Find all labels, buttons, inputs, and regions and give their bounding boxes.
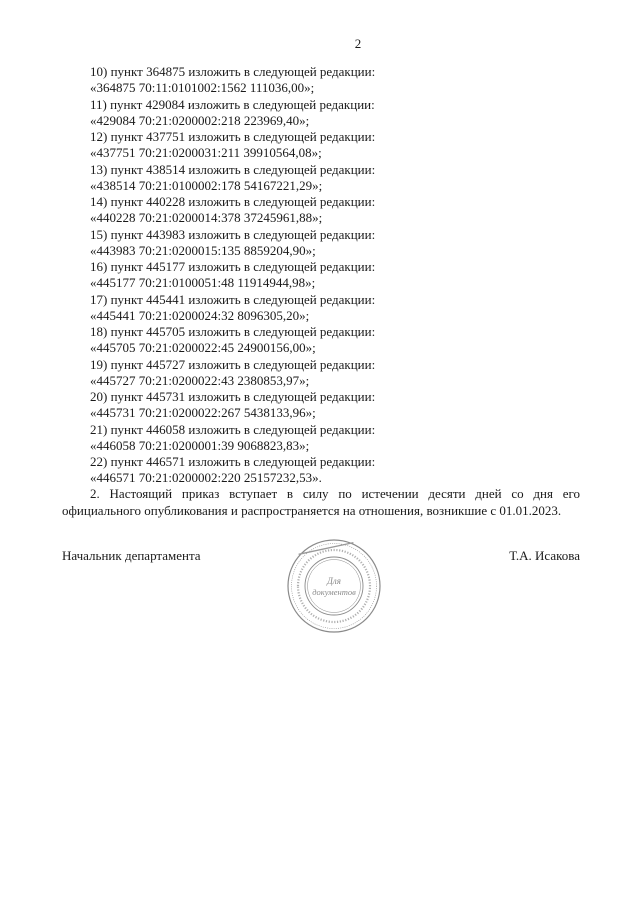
amendment-list bbox=[90, 64, 590, 487]
amendment-item-line: 20) пункт 445731 изложить в следующей редакции: bbox=[90, 389, 376, 404]
page-number: 2 bbox=[354, 36, 362, 51]
stamp-text-line-2: документов bbox=[312, 587, 356, 597]
amendment-item-value: «438514 70:21:0100002:178 54167221,29»; bbox=[90, 177, 323, 193]
stamp-text-line-1: Для bbox=[327, 576, 341, 586]
amendment-item-value: «437751 70:21:0200031:211 39910564,08»; bbox=[90, 145, 322, 160]
amendment-item-value: «445727 70:21:0200022:43 2380853,97»; bbox=[90, 372, 310, 388]
amendment-item-line: 15) пункт 443983 изложить в следующей редакции: bbox=[90, 226, 376, 242]
amendment-item-line: 19) пункт 445727 изложить в следующей редакции: bbox=[90, 356, 376, 372]
amendment-item-value: «445731 70:21:0200022:267 5438133,96»; bbox=[90, 405, 316, 420]
amendment-item-value: «446058 70:21:0200001:39 9068823,83»; bbox=[90, 437, 310, 453]
signatory-name: Т.А. Исакова bbox=[509, 548, 580, 563]
amendment-item-line: 17) пункт 445441 изложить в следующей редакции: bbox=[90, 291, 376, 307]
amendment-item-value: «446571 70:21:0200002:220 25157232,53». bbox=[90, 470, 322, 485]
amendment-item-value: «364875 70:11:0101002:1562 111036,00»; bbox=[90, 80, 315, 95]
paragraph-entry-into-force: 2. Настоящий приказ вступает в силу по истечении десяти дней со дня его официального опубликования и распространяется на отношения, возникшие с 01.01.2023. bbox=[62, 486, 580, 518]
signatory-position: Начальник департамента bbox=[62, 548, 201, 563]
amendment-item-line: 12) пункт 437751 изложить в следующей редакции: bbox=[90, 129, 376, 144]
amendment-item-value: «445177 70:21:0100051:48 11914944,98»; bbox=[90, 275, 316, 290]
seal-stamp bbox=[286, 538, 382, 634]
amendment-item-line: 16) пункт 445177 изложить в следующей редакции: bbox=[90, 259, 376, 274]
amendment-item-line: 18) пункт 445705 изложить в следующей редакции: bbox=[90, 324, 376, 339]
amendment-item-line: 14) пункт 440228 изложить в следующей редакции: bbox=[90, 194, 376, 209]
amendment-item-value: «440228 70:21:0200014:378 37245961,88»; bbox=[90, 210, 323, 225]
amendment-item-line: 21) пункт 446058 изложить в следующей редакции: bbox=[90, 421, 376, 437]
amendment-item-value: «445705 70:21:0200022:45 24900156,00»; bbox=[90, 340, 316, 355]
amendment-item-line: 13) пункт 438514 изложить в следующей редакции: bbox=[90, 161, 376, 177]
amendment-item-line: 11) пункт 429084 изложить в следующей редакции: bbox=[90, 96, 375, 112]
amendment-item-value: «445441 70:21:0200024:32 8096305,20»; bbox=[90, 307, 310, 323]
amendment-item-value: «443983 70:21:0200015:135 8859204,90»; bbox=[90, 242, 316, 258]
amendment-item-value: «429084 70:21:0200002:218 223969,40»; bbox=[90, 112, 310, 128]
amendment-item-line: 10) пункт 364875 изложить в следующей редакции: bbox=[90, 64, 376, 79]
amendment-item-line: 22) пункт 446571 изложить в следующей редакции: bbox=[90, 454, 376, 469]
